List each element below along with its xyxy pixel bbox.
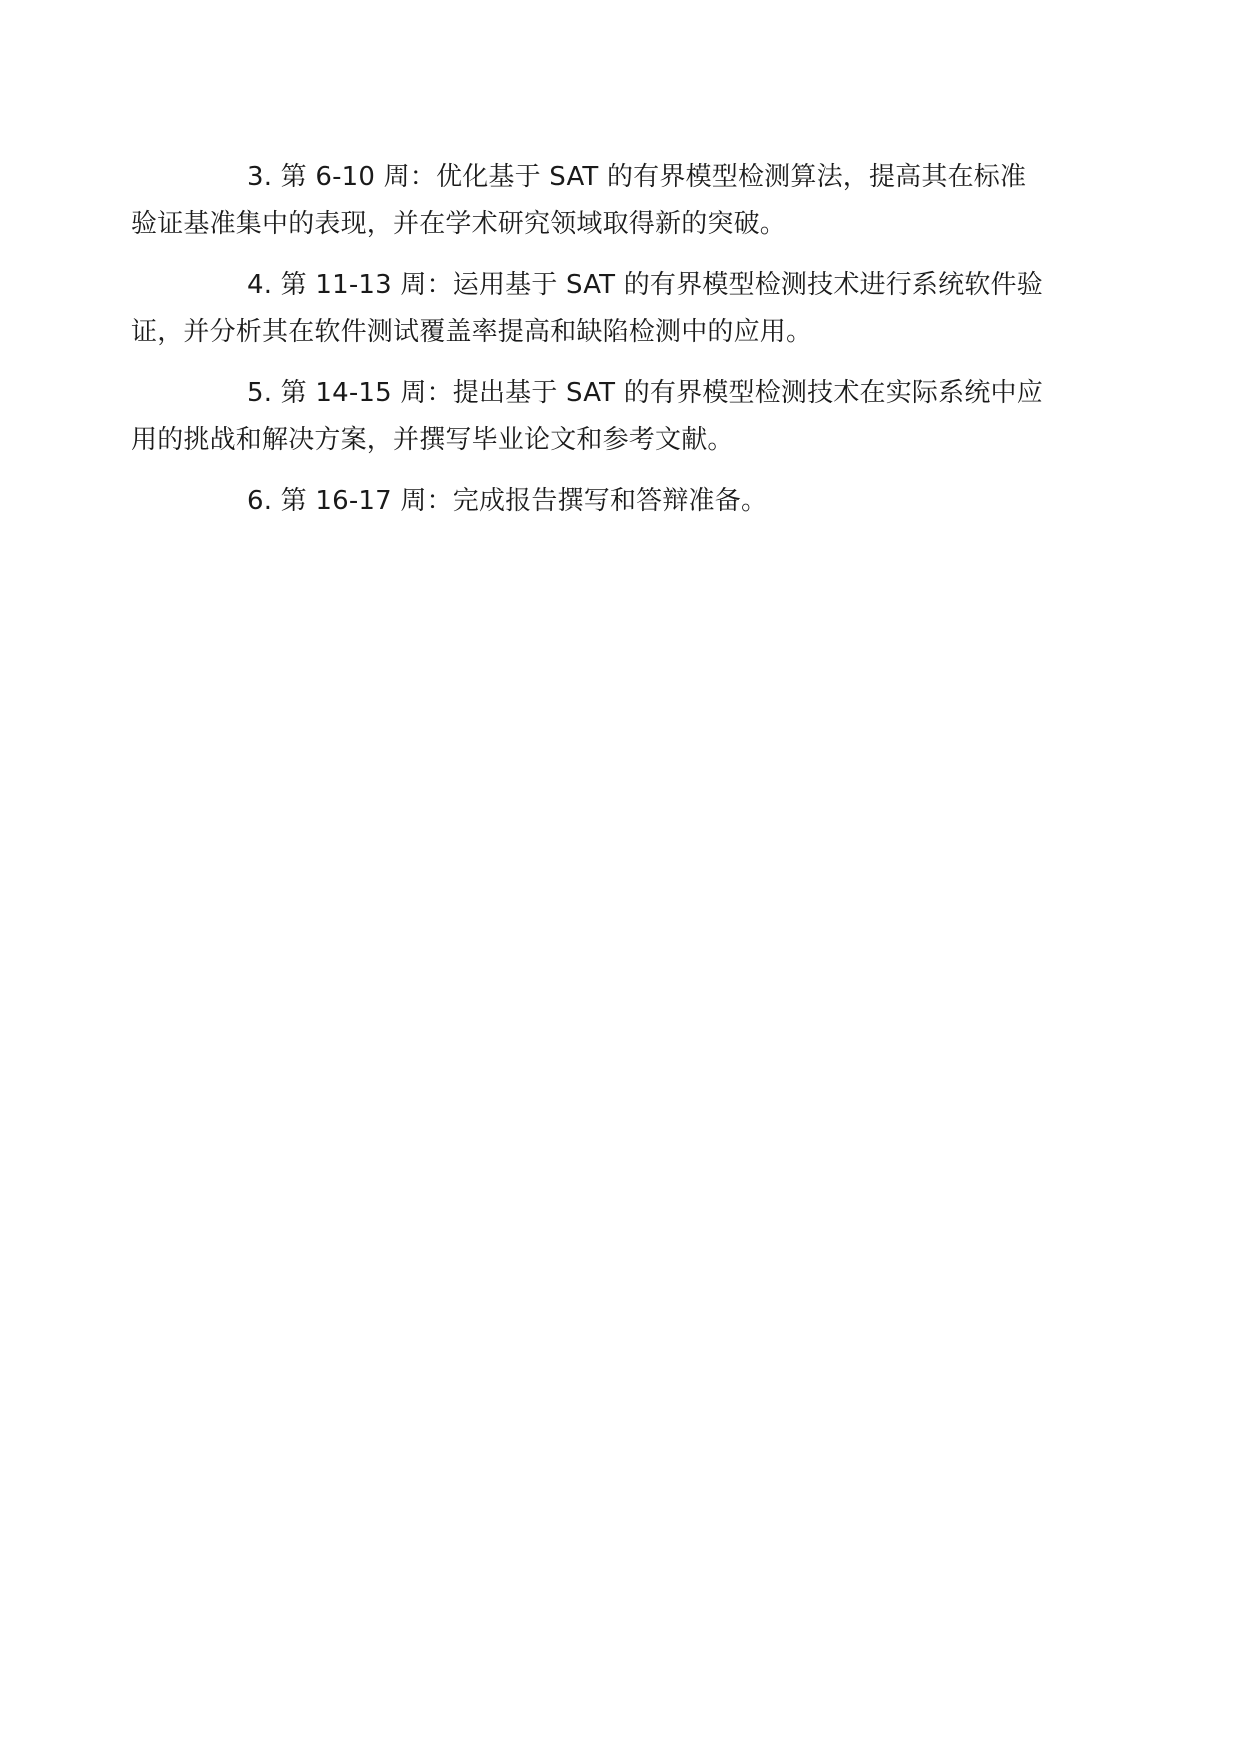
schedule-item-5 [131, 370, 1061, 464]
document-body [131, 154, 1061, 539]
schedule-item-4 [131, 262, 1061, 356]
schedule-item-3 [131, 154, 1061, 248]
paragraph-line: 用的挑战和解决方案，并撰写毕业论文和参考文献。 [131, 425, 734, 455]
paragraph-line: 5. 第 14-15 周：提出基于 SAT 的有界模型检测技术在实际系统中应 [247, 378, 1043, 408]
paragraph-line: 证，并分析其在软件测试覆盖率提高和缺陷检测中的应用。 [131, 317, 813, 347]
paragraph-line: 4. 第 11-13 周：运用基于 SAT 的有界模型检测技术进行系统软件验 [247, 270, 1043, 300]
schedule-item-6 [189, 478, 1061, 525]
paragraph-line: 3. 第 6-10 周：优化基于 SAT 的有界模型检测算法，提高其在标准 [247, 162, 1027, 192]
paragraph-line: 验证基准集中的表现，并在学术研究领域取得新的突破。 [131, 209, 787, 239]
paragraph-line: 6. 第 16-17 周：完成报告撰写和答辩准备。 [247, 486, 768, 516]
